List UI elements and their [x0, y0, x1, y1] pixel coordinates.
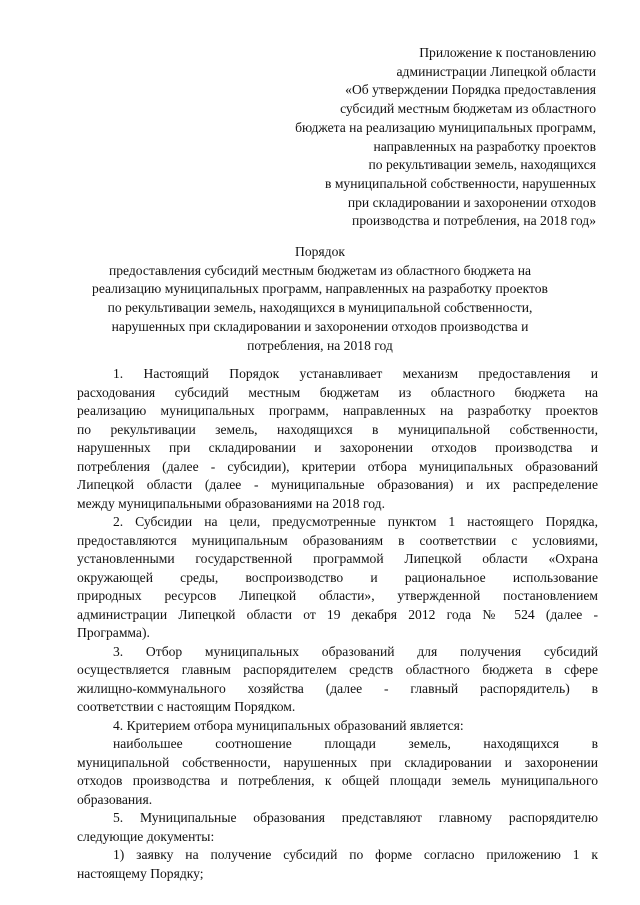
- appendix-line: субсидий местным бюджетам из областного: [340, 101, 596, 117]
- paragraph-line: расходования субсидий местным бюджетам из областного бюджета на: [77, 384, 598, 400]
- paragraph-line: 4. Критерием отбора муниципальных образований является:: [113, 717, 464, 733]
- title-line: нарушенных при складировании и захоронении отходов производства и: [111, 318, 529, 334]
- title-line: реализацию муниципальных программ, направленных на разработку проектов: [92, 281, 548, 297]
- paragraph-2: [77, 513, 598, 643]
- paragraph-line: образования.: [77, 791, 153, 807]
- paragraph-line: Липецкой области (далее - муниципальные образования) и их распределение: [77, 477, 598, 492]
- paragraph-line: настоящему Порядку;: [77, 865, 204, 881]
- paragraphs-container: [77, 365, 598, 883]
- paragraph-1: [77, 365, 598, 513]
- appendix-line: бюджета на реализацию муниципальных программ,: [295, 119, 596, 135]
- paragraph-line: нарушенных при складировании и захоронении отходов производства и: [77, 440, 598, 455]
- title-line: потребления, на 2018 год: [247, 337, 393, 353]
- paragraph-line: 5. Муниципальные образования представляют главному распорядителю: [113, 810, 598, 825]
- appendix-line: Приложение к постановлению: [419, 45, 596, 60]
- paragraph-line: между муниципальными образованиями на 2018 год.: [77, 495, 385, 511]
- document-body: [77, 365, 598, 883]
- title-line: по рекультивации земель, находящихся в муниципальной собственности,: [107, 300, 533, 316]
- paragraph-line: администрации Липецкой области от 19 декабря 2012 года № 524 (далее -: [77, 606, 598, 622]
- paragraph-line: жилищно-коммунального хозяйства (далее - главный распорядитель) в: [77, 680, 598, 696]
- paragraph-line: отходов производства и потребления, к общей площади земель муниципального: [77, 773, 598, 788]
- paragraph-line: соответствии с настоящим Порядком.: [77, 699, 296, 714]
- paragraph-line: 1) заявку на получение субсидий по форме согласно приложению 1 к: [113, 847, 598, 862]
- document-title: [70, 243, 570, 355]
- paragraph-line: предоставляются муниципальным образованиям в соответствии с условиями,: [77, 532, 598, 548]
- paragraph-line: природных ресурсов Липецкой области», утвержденной постановлением: [77, 588, 598, 603]
- appendix-line: производства и потребления, на 2018 год»: [352, 213, 596, 229]
- appendix-line: «Об утверждении Порядка предоставления: [345, 82, 596, 98]
- paragraph-line: Программа).: [77, 625, 150, 640]
- paragraph-4: [77, 717, 598, 736]
- title-heading: Порядок: [295, 244, 345, 259]
- paragraph-3: [77, 643, 598, 717]
- paragraph-6: [77, 809, 598, 846]
- paragraph-line: 1. Настоящий Порядок устанавливает механизм предоставления и: [113, 366, 598, 381]
- paragraph-line: наибольшее соотношение площади земель, находящихся в: [113, 736, 598, 751]
- paragraph-line: следующие документы:: [77, 828, 215, 844]
- appendix-line: при складировании и захоронении отходов: [347, 194, 596, 210]
- paragraph-line: осуществляется главным распорядителем средств областного бюджета в сфере: [77, 662, 598, 677]
- paragraph-line: потребления (далее - субсидии), критерии отбора муниципальных образований: [77, 458, 598, 474]
- paragraph-line: реализацию муниципальных программ, направленных на разработку проектов: [77, 403, 598, 418]
- title-line: предоставления субсидий местным бюджетам из областного бюджета на: [108, 262, 532, 278]
- paragraph-7: [77, 846, 598, 883]
- appendix-line: в муниципальной собственности, нарушенных: [325, 175, 596, 191]
- appendix-line: администрации Липецкой области: [396, 63, 596, 79]
- appendix-line: по рекультивации земель, находящихся: [368, 157, 596, 173]
- paragraph-line: установленными государственной программой Липецкой области «Охрана: [77, 551, 598, 566]
- appendix-note: [236, 44, 596, 231]
- paragraph-line: 2. Субсидии на цели, предусмотренные пунктом 1 настоящего Порядка,: [113, 514, 598, 529]
- paragraph-5: [77, 735, 598, 809]
- paragraph-line: муниципальной собственности, нарушенных при складировании и захоронении: [77, 754, 598, 770]
- appendix-line: направленных на разработку проектов: [373, 138, 596, 154]
- paragraph-line: по рекультивации земель, находящихся в муниципальной собственности,: [77, 421, 598, 437]
- paragraph-line: 3. Отбор муниципальных образований для получения субсидий: [113, 643, 598, 659]
- paragraph-line: окружающей среды, воспроизводство и рациональное использование: [77, 569, 598, 585]
